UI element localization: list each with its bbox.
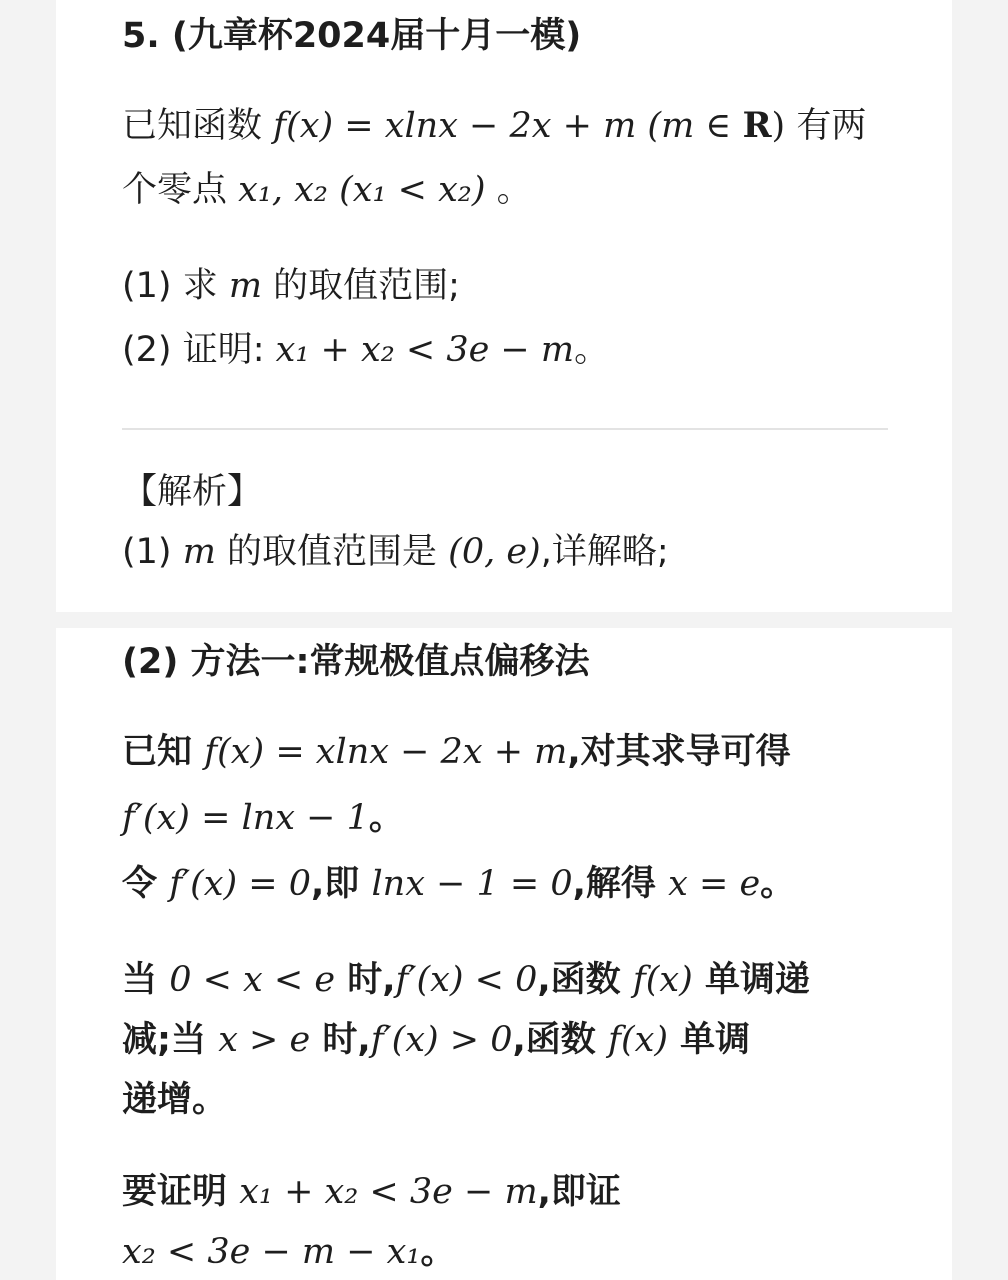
step-mid: ,函数 bbox=[537, 960, 633, 1000]
function-symbol: f(x) bbox=[632, 960, 693, 1000]
question-1-lead: (1) 求 bbox=[122, 266, 229, 306]
function-expression: f(x) = xlnx − 2x + m bbox=[204, 732, 568, 772]
solution-heading: 【解析】 bbox=[122, 472, 263, 512]
question-1 bbox=[122, 264, 460, 308]
question-2-tail: 。 bbox=[574, 330, 610, 370]
step-lead: 减;当 bbox=[122, 1020, 219, 1060]
interval-left: 0 < x < e bbox=[169, 960, 336, 1000]
step-mid: ,函数 bbox=[512, 1020, 608, 1060]
step-goal bbox=[122, 1170, 621, 1214]
step-lead: 已知 bbox=[122, 732, 205, 772]
parameter-condition: (m ∈ bbox=[636, 106, 743, 146]
step-goal-equivalent bbox=[122, 1230, 455, 1274]
goal-inequality: x₁ + x₂ < 3e − m bbox=[239, 1172, 538, 1212]
step-tail: ,对其求导可得 bbox=[567, 732, 791, 772]
step-mid: ,即 bbox=[310, 864, 372, 904]
statement-lead: 个零点 bbox=[122, 170, 239, 210]
log-equation: lnx − 1 = 0 bbox=[371, 864, 573, 904]
answer-1-range: (0, e) bbox=[448, 532, 541, 572]
step-critical-point bbox=[122, 862, 795, 906]
question-2-inequality: x₁ + x₂ < 3e − m bbox=[275, 330, 575, 370]
step-mid: 时, bbox=[335, 960, 396, 1000]
step-tail: 单调递 bbox=[692, 960, 811, 1000]
answer-1-tail: ,详解略; bbox=[540, 532, 669, 572]
problem-statement-line-2 bbox=[122, 168, 532, 212]
step-tail: 单调 bbox=[668, 1020, 751, 1060]
step-monotonic-2 bbox=[122, 1018, 750, 1062]
problem-statement-line-1 bbox=[122, 104, 866, 148]
zeros-order: (x₁ < x₂) bbox=[327, 170, 486, 210]
step-lead: 当 bbox=[122, 960, 170, 1000]
step-mid: ,解得 bbox=[572, 864, 669, 904]
question-2-lead: (2) 证明: bbox=[122, 330, 276, 370]
step-lead: 令 bbox=[122, 864, 170, 904]
derivative-positive: f′(x) > 0 bbox=[370, 1020, 513, 1060]
step-tail: 。 bbox=[368, 798, 404, 838]
answer-1-variable: m bbox=[182, 532, 216, 572]
problem-title: 5. (九章杯2024届十月一模) bbox=[122, 16, 582, 56]
equivalent-inequality: x₂ < 3e − m − x₁ bbox=[122, 1232, 421, 1272]
step-derivative bbox=[122, 796, 404, 840]
function-definition: f(x) = xlnx − 2x + m bbox=[273, 106, 637, 146]
answer-1-lead: (1) bbox=[122, 532, 183, 572]
answer-1 bbox=[122, 530, 669, 574]
question-1-tail: 的取值范围; bbox=[262, 266, 460, 306]
condition-close: ) bbox=[771, 106, 786, 146]
step-monotonic-3: 递增。 bbox=[122, 1080, 228, 1120]
function-symbol: f(x) bbox=[607, 1020, 668, 1060]
step-derivative-intro bbox=[122, 730, 791, 774]
interval-right: x > e bbox=[218, 1020, 311, 1060]
zeros-expression: x₁, x₂ bbox=[238, 170, 328, 210]
answer-1-mid: 的取值范围是 bbox=[215, 532, 449, 572]
statement-lead: 已知函数 bbox=[122, 106, 274, 146]
critical-point: x = e bbox=[668, 864, 761, 904]
step-tail: 。 bbox=[420, 1232, 456, 1272]
statement-tail: 。 bbox=[485, 170, 532, 210]
step-lead: 要证明 bbox=[122, 1172, 240, 1212]
step-tail: ,即证 bbox=[537, 1172, 621, 1212]
step-monotonic-1 bbox=[122, 958, 810, 1002]
step-tail: 。 bbox=[760, 864, 796, 904]
derivative-negative: f′(x) < 0 bbox=[395, 960, 538, 1000]
derivative-expression: f′(x) = lnx − 1 bbox=[122, 798, 369, 838]
statement-tail: 有两 bbox=[785, 106, 867, 146]
question-1-variable: m bbox=[228, 266, 263, 306]
question-2 bbox=[122, 328, 609, 372]
derivative-zero: f′(x) = 0 bbox=[169, 864, 311, 904]
section-divider bbox=[122, 428, 888, 430]
real-numbers-symbol: R bbox=[742, 105, 772, 146]
method-1-title: (2) 方法一:常规极值点偏移法 bbox=[122, 642, 590, 682]
step-mid: 时, bbox=[310, 1020, 371, 1060]
